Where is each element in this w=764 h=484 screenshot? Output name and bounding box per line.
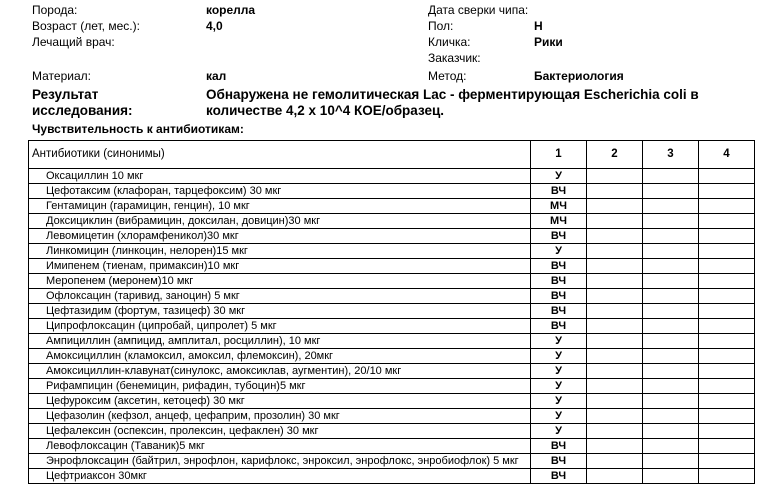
- column-header-2: 2: [587, 141, 643, 169]
- result-cell-3: [643, 394, 699, 409]
- result-cell-3: [643, 379, 699, 394]
- result-cell-3: [643, 229, 699, 244]
- result-cell-3: [643, 169, 699, 184]
- result-cell-4: [699, 394, 755, 409]
- antibiotic-name-cell: Цефтриаксон 30мкг: [29, 469, 531, 484]
- result-cell-2: [587, 229, 643, 244]
- result-cell-3: [643, 289, 699, 304]
- antibiotic-name-cell: Офлоксацин (таривид, заноцин) 5 мкг: [29, 289, 531, 304]
- result-cell-3: [643, 334, 699, 349]
- antibiotic-name-cell: Цефазолин (кефзол, анцеф, цефаприм, прозолин) 30 мкг: [29, 409, 531, 424]
- result-cell-1: У: [531, 409, 587, 424]
- result-cell-2: [587, 304, 643, 319]
- table-row: [29, 319, 755, 334]
- nickname-label: Кличка:: [428, 35, 471, 49]
- result-cell-2: [587, 259, 643, 274]
- result-cell-4: [699, 274, 755, 289]
- result-cell-1: ВЧ: [531, 469, 587, 484]
- result-cell-2: [587, 169, 643, 184]
- result-cell-3: [643, 319, 699, 334]
- result-cell-4: [699, 184, 755, 199]
- result-cell-2: [587, 349, 643, 364]
- result-cell-1: ВЧ: [531, 259, 587, 274]
- table-row: [29, 244, 755, 259]
- antibiotic-name-cell: Цефуроксим (аксетин, кетоцеф) 30 мкг: [29, 394, 531, 409]
- table-row: [29, 394, 755, 409]
- breed-label: Порода:: [32, 3, 78, 17]
- table-row: [29, 169, 755, 184]
- column-header-1: 1: [531, 141, 587, 169]
- result-cell-2: [587, 334, 643, 349]
- sensitivity-title: Чувствительность к антибиотикам:: [32, 122, 244, 136]
- result-cell-1: У: [531, 334, 587, 349]
- age-label: Возраст (лет, мес.):: [32, 19, 140, 33]
- result-cell-4: [699, 319, 755, 334]
- table-row: [29, 289, 755, 304]
- result-cell-4: [699, 259, 755, 274]
- antibiotic-name-cell: Цефтазидим (фортум, тазицеф) 30 мкг: [29, 304, 531, 319]
- table-row: [29, 184, 755, 199]
- result-cell-4: [699, 379, 755, 394]
- result-cell-3: [643, 259, 699, 274]
- column-header-antibiotics: Антибиотики (синонимы): [29, 141, 531, 169]
- result-cell-3: [643, 199, 699, 214]
- antibiotic-name-cell: Оксациллин 10 мкг: [29, 169, 531, 184]
- result-cell-1: ВЧ: [531, 274, 587, 289]
- result-cell-3: [643, 409, 699, 424]
- table-row: [29, 379, 755, 394]
- result-cell-1: У: [531, 169, 587, 184]
- antibiotic-name-cell: Меропенем (меронем)10 мкг: [29, 274, 531, 289]
- result-cell-4: [699, 334, 755, 349]
- table-row: [29, 409, 755, 424]
- antibiotic-name-cell: Левофлоксацин (Таваник)5 мкг: [29, 439, 531, 454]
- result-cell-1: МЧ: [531, 199, 587, 214]
- result-cell-1: МЧ: [531, 214, 587, 229]
- result-cell-2: [587, 289, 643, 304]
- result-cell-3: [643, 349, 699, 364]
- column-header-3: 3: [643, 141, 699, 169]
- result-cell-3: [643, 439, 699, 454]
- antibiotic-name-cell: Ампициллин (ампицид, амплитал, росциллин), 10 мкг: [29, 334, 531, 349]
- result-cell-3: [643, 214, 699, 229]
- result-cell-2: [587, 214, 643, 229]
- result-label-line2: исследования:: [32, 103, 133, 118]
- result-cell-1: ВЧ: [531, 319, 587, 334]
- result-cell-2: [587, 244, 643, 259]
- result-label-line1: Результат: [32, 87, 99, 102]
- antibiotic-name-cell: Линкомицин (линкоцин, нелорен)15 мкг: [29, 244, 531, 259]
- result-cell-2: [587, 409, 643, 424]
- table-row: [29, 439, 755, 454]
- table-row: [29, 199, 755, 214]
- result-cell-4: [699, 289, 755, 304]
- chip-date-label: Дата сверки чипа:: [428, 3, 529, 17]
- result-cell-2: [587, 394, 643, 409]
- material-label: Материал:: [32, 69, 91, 83]
- table-row: [29, 334, 755, 349]
- antibiotic-name-cell: Рифампицин (бенемицин, рифадин, тубоцин)5 мкг: [29, 379, 531, 394]
- result-cell-1: ВЧ: [531, 454, 587, 469]
- result-cell-4: [699, 214, 755, 229]
- result-cell-1: ВЧ: [531, 184, 587, 199]
- antibiotic-name-cell: Левомицетин (хлорамфеникол)30 мкг: [29, 229, 531, 244]
- result-cell-1: У: [531, 349, 587, 364]
- result-cell-4: [699, 364, 755, 379]
- antibiotic-name-cell: Цефотаксим (клафоран, тарцефоксим) 30 мкг: [29, 184, 531, 199]
- antibiotic-name-cell: Цефалексин (оспексин, пролексин, цефаклен) 30 мкг: [29, 424, 531, 439]
- antibiotic-name-cell: Энрофлоксацин (байтрил, энрофлон, карифлокс, энроксил, энрофлокс, энробиофлок) 5 мкг: [29, 454, 531, 469]
- result-cell-4: [699, 199, 755, 214]
- table-row: [29, 454, 755, 469]
- result-cell-1: ВЧ: [531, 229, 587, 244]
- result-cell-4: [699, 304, 755, 319]
- result-cell-4: [699, 244, 755, 259]
- column-header-4: 4: [699, 141, 755, 169]
- result-cell-3: [643, 454, 699, 469]
- result-cell-3: [643, 424, 699, 439]
- result-cell-2: [587, 469, 643, 484]
- table-row: [29, 259, 755, 274]
- table-row: [29, 274, 755, 289]
- customer-label: Заказчик:: [428, 51, 481, 65]
- result-cell-3: [643, 304, 699, 319]
- result-cell-3: [643, 274, 699, 289]
- result-cell-2: [587, 364, 643, 379]
- table-row: [29, 469, 755, 484]
- result-cell-2: [587, 454, 643, 469]
- result-cell-2: [587, 319, 643, 334]
- antibiotic-name-cell: Амоксициллин-клавунат(синулокс, амоксиклав, аугментин), 20/10 мкг: [29, 364, 531, 379]
- method-value: Бактериология: [534, 69, 624, 83]
- result-cell-3: [643, 244, 699, 259]
- result-text-line2: количестве 4,2 х 10^4 КОЕ/образец.: [206, 103, 445, 118]
- antibiotic-name-cell: Ципрофлоксацин (ципробай, ципролет) 5 мкг: [29, 319, 531, 334]
- result-text-line1: Обнаружена не гемолитическая Lac - ферментирующая Escherichia coli в: [206, 87, 699, 102]
- table-row: [29, 229, 755, 244]
- sex-value: Н: [534, 19, 543, 33]
- result-cell-2: [587, 199, 643, 214]
- table-row: [29, 349, 755, 364]
- result-cell-3: [643, 184, 699, 199]
- nickname-value: Рики: [534, 35, 563, 49]
- result-cell-2: [587, 439, 643, 454]
- antibiotic-name-cell: Гентамицин (гарамицин, генцин), 10 мкг: [29, 199, 531, 214]
- result-cell-1: ВЧ: [531, 304, 587, 319]
- result-cell-4: [699, 469, 755, 484]
- antibiotics-table: [28, 140, 755, 484]
- table-row: [29, 364, 755, 379]
- method-label: Метод:: [428, 69, 467, 83]
- result-cell-3: [643, 364, 699, 379]
- result-cell-1: ВЧ: [531, 289, 587, 304]
- result-cell-4: [699, 454, 755, 469]
- result-cell-2: [587, 424, 643, 439]
- antibiotic-name-cell: Амоксициллин (кламоксил, амоксил, флемоксин), 20мкг: [29, 349, 531, 364]
- result-cell-2: [587, 184, 643, 199]
- table-header-row: [29, 141, 755, 169]
- table-row: [29, 214, 755, 229]
- result-cell-1: ВЧ: [531, 439, 587, 454]
- age-value: 4,0: [206, 19, 223, 33]
- result-cell-4: [699, 229, 755, 244]
- sex-label: Пол:: [428, 19, 454, 33]
- antibiotic-name-cell: Имипенем (тиенам, примаксин)10 мкг: [29, 259, 531, 274]
- breed-value: корелла: [206, 3, 256, 17]
- result-cell-4: [699, 409, 755, 424]
- result-cell-4: [699, 439, 755, 454]
- table-row: [29, 424, 755, 439]
- result-cell-1: У: [531, 244, 587, 259]
- result-cell-1: У: [531, 394, 587, 409]
- result-cell-1: У: [531, 364, 587, 379]
- result-cell-3: [643, 469, 699, 484]
- result-cell-1: У: [531, 424, 587, 439]
- result-cell-4: [699, 349, 755, 364]
- result-cell-2: [587, 379, 643, 394]
- result-cell-1: У: [531, 379, 587, 394]
- material-value: кал: [206, 69, 227, 83]
- result-cell-4: [699, 169, 755, 184]
- table-row: [29, 304, 755, 319]
- antibiotic-name-cell: Доксициклин (вибрамицин, доксилан, довицин)30 мкг: [29, 214, 531, 229]
- result-cell-4: [699, 424, 755, 439]
- result-cell-2: [587, 274, 643, 289]
- vet-label: Лечащий врач:: [32, 35, 115, 49]
